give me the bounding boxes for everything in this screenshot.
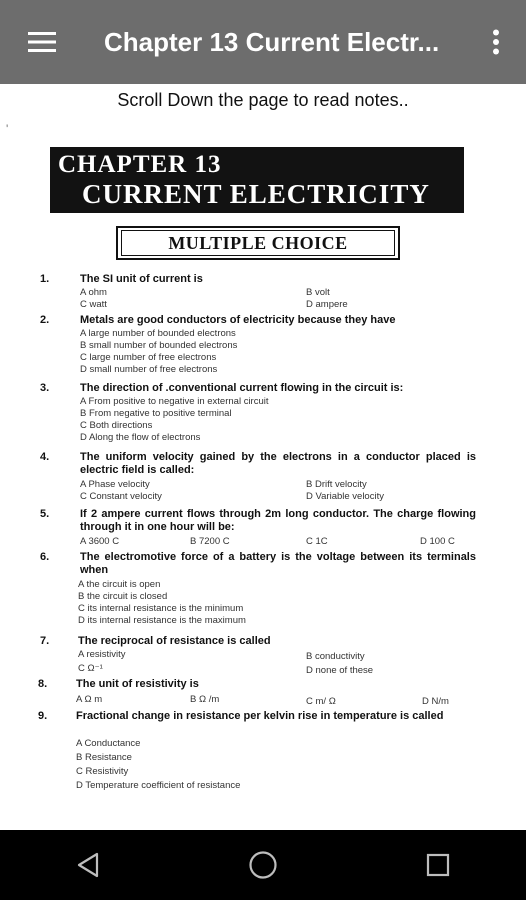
option-a: A Conductance	[76, 738, 141, 749]
option-b: B volt	[306, 287, 330, 298]
question-text: The unit of resistivity is	[76, 678, 199, 690]
more-options-button[interactable]	[466, 0, 526, 84]
question-text: The SI unit of current is	[80, 273, 203, 285]
option-b: B 7200 C	[190, 536, 230, 547]
more-vert-icon	[492, 29, 500, 55]
option-c: C its internal resistance is the minimum	[78, 603, 244, 614]
option-b: B Drift velocity	[306, 479, 367, 490]
question-number: 1.	[40, 273, 50, 285]
option-a: A Ω m	[76, 694, 103, 705]
notes-content[interactable]	[0, 84, 526, 830]
option-a: A Phase velocity	[80, 479, 150, 490]
option-d: D 100 C	[420, 536, 455, 547]
question-text: If 2 ampere current flows through 2m long conductor. The charge flowing through it in one hour will be:	[80, 508, 476, 533]
question-number: 5.	[40, 508, 50, 520]
scan-mark: '	[6, 122, 9, 136]
section-title: MULTIPLE CHOICE	[121, 230, 395, 256]
option-b: B conductivity	[306, 651, 365, 662]
question-number: 4.	[40, 451, 50, 463]
option-b: B Ω /m	[190, 694, 220, 705]
chapter-number: CHAPTER 13	[58, 151, 222, 178]
option-c: C watt	[80, 299, 107, 310]
recents-square-icon	[426, 853, 450, 877]
option-d: D Along the flow of electrons	[80, 432, 201, 443]
option-d: D Variable velocity	[306, 491, 384, 502]
menu-button[interactable]	[0, 0, 84, 84]
chapter-header	[50, 147, 464, 213]
option-c: C large number of free electrons	[80, 352, 217, 363]
page-title: Chapter 13 Current Electr...	[104, 26, 440, 57]
app-bar	[0, 0, 526, 84]
option-a: A resistivity	[78, 649, 126, 660]
option-c: C Constant velocity	[80, 491, 162, 502]
hamburger-menu-icon	[28, 31, 56, 53]
question-text: The uniform velocity gained by the electrons in a conductor placed is electric field is called:	[80, 451, 476, 476]
question-text: Fractional change in resistance per kelvin rise in temperature is called	[76, 710, 444, 722]
option-c: C 1C	[306, 536, 328, 547]
question-number: 9.	[38, 710, 48, 722]
option-d: D its internal resistance is the maximum	[78, 615, 246, 626]
option-c: C m/ Ω	[306, 696, 336, 707]
option-d: D small number of free electrons	[80, 364, 218, 375]
scanned-page	[0, 84, 526, 830]
question-number: 2.	[40, 314, 50, 326]
scroll-hint: Scroll Down the page to read notes..	[117, 90, 409, 110]
section-header	[116, 226, 400, 260]
navigation-bar	[0, 830, 526, 900]
option-d: D N/m	[422, 696, 449, 707]
option-b: B From negative to positive terminal	[80, 408, 232, 419]
back-triangle-icon	[76, 852, 100, 878]
option-a: A ohm	[80, 287, 107, 298]
option-d: D Temperature coefficient of resistance	[76, 780, 241, 791]
question-text: Metals are good conductors of electricity because they have	[80, 314, 396, 326]
option-c: C Both directions	[80, 420, 153, 431]
option-c: C Ω⁻¹	[78, 663, 103, 674]
option-d: D ampere	[306, 299, 348, 310]
recents-button[interactable]	[398, 830, 478, 900]
question-number: 6.	[40, 551, 50, 563]
option-b: B small number of bounded electrons	[80, 340, 238, 351]
question-text: The reciprocal of resistance is called	[78, 635, 271, 647]
option-b: B Resistance	[76, 752, 132, 763]
back-button[interactable]	[48, 830, 128, 900]
option-a: A the circuit is open	[78, 579, 161, 590]
option-d: D none of these	[306, 665, 374, 676]
question-text: The direction of .conventional current flowing in the circuit is:	[80, 382, 404, 394]
home-circle-icon	[248, 850, 278, 880]
question-number: 7.	[40, 635, 50, 647]
option-a: A 3600 C	[80, 536, 120, 547]
option-b: B the circuit is closed	[78, 591, 168, 602]
home-button[interactable]	[223, 830, 303, 900]
option-c: C Resistivity	[76, 766, 129, 777]
question-number: 3.	[40, 382, 50, 394]
option-a: A large number of bounded electrons	[80, 328, 236, 339]
question-text: The electromotive force of a battery is the voltage between its terminals when	[80, 551, 476, 576]
question-number: 8.	[38, 678, 48, 690]
chapter-title: CURRENT ELECTRICITY	[82, 179, 430, 209]
option-a: A From positive to negative in external circuit	[80, 396, 269, 407]
